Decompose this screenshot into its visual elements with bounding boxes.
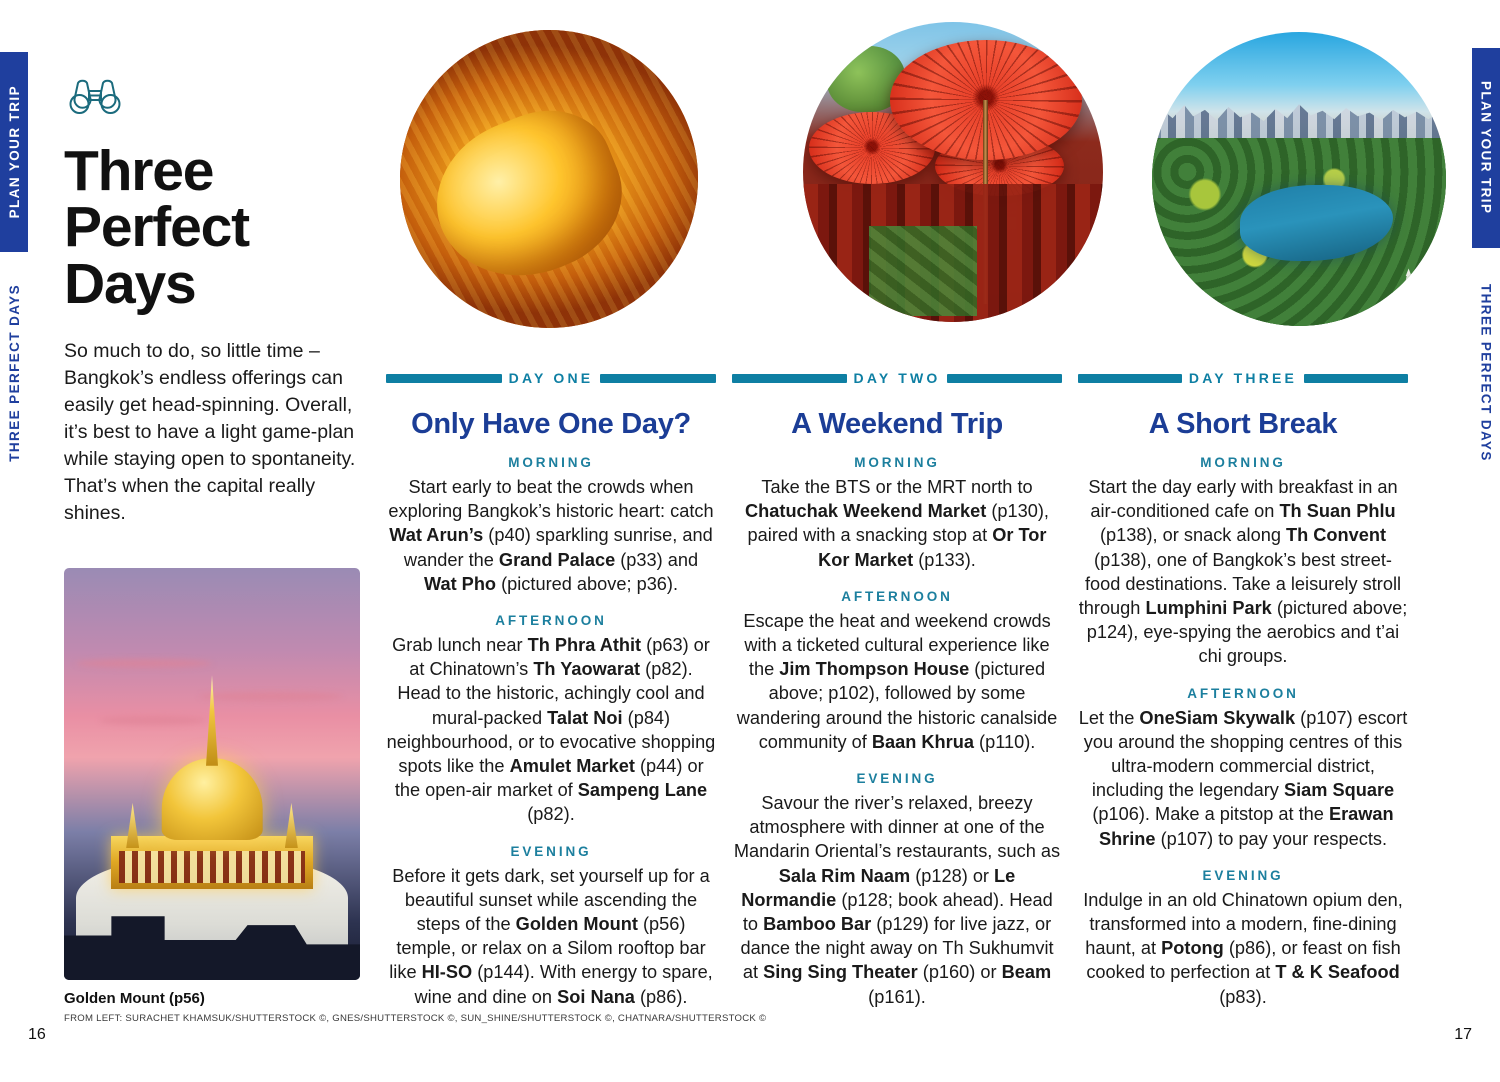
day-column-three: [1078, 370, 1408, 1026]
rule-left: [1078, 374, 1182, 383]
binoculars-icon: [64, 78, 364, 123]
day-three-slot-body-morning: Start the day early with breakfast in an air-conditioned cafe on Th Suan Phlu (p138), or snack along Th Convent (p138), one of Bangkok’s best street-food destinations. Take a leisurely stroll through Lumphini Park (pictured above; p124), eye-spying the aerobics and t’ai chi groups.: [1078, 477, 1408, 667]
circle-photo-wat-pho: [400, 30, 698, 328]
circle-photo-lumphini-park: [1152, 32, 1446, 326]
intro-paragraph: So much to do, so little time – Bangkok’s endless offerings can easily get head-spinning. Overall, it’s best to have a light game-plan while staying open to spontaneity. That’s when the capital really shines.: [64, 340, 356, 524]
rule-right: [1304, 374, 1408, 383]
day-three-slot-label-evening: EVENING: [1202, 867, 1284, 883]
rule-left: [386, 374, 502, 383]
photo-credits: FROM LEFT: SURACHET KHAMSUK/SHUTTERSTOCK ©, GNES/SHUTTERSTOCK ©, SUN_SHINE/SHUTTERSTOCK ©, CHATNARA/SHUTTERSTOCK ©: [64, 1013, 767, 1024]
day-two-slot-label-afternoon: AFTERNOON: [841, 588, 953, 604]
sidebar-chapter-tab-left-label: THREE PERFECT DAYS: [6, 284, 22, 462]
rule-left: [732, 374, 847, 383]
day-two-label: DAY TWO: [853, 370, 941, 386]
day-column-two: [732, 370, 1062, 1026]
rule-right: [600, 374, 716, 383]
day-two-slot-body-morning: Take the BTS or the MRT north to Chatuchak Weekend Market (p130), paired with a snacking stop at Or Tor Kor Market (p133).: [745, 477, 1049, 570]
day-one-slot-label-afternoon: AFTERNOON: [495, 613, 607, 629]
day-two-rule: [732, 370, 1062, 386]
sidebar-section-tab-left-label: PLAN YOUR TRIP: [6, 85, 22, 219]
day-one-slot-label-evening: EVENING: [510, 843, 592, 859]
sidebar-section-tab-right-label: PLAN YOUR TRIP: [1478, 81, 1494, 215]
day-one-slot-body-evening: Before it gets dark, set yourself up for a beautiful sunset while ascending the steps of the Golden Mount (p56) temple, or relax on a Silom rooftop bar like HI-SO (p144). With energy to spare, wine and dine on Soi Nana (p86).: [389, 865, 713, 1007]
day-three-slot-label-morning: MORNING: [1200, 455, 1286, 470]
page-number-left: 16: [28, 1026, 46, 1043]
day-one-label: DAY ONE: [508, 370, 594, 386]
sidebar-chapter-tab-right: [1472, 258, 1500, 488]
circle-photo-row: [386, 8, 1456, 356]
sidebar-chapter-tab-right-label: THREE PERFECT DAYS: [1478, 284, 1494, 462]
day-one-slot-body-morning: Start early to beat the crowds when exploring Bangkok’s historic heart: catch Wat Arun’s (p40) sparkling sunrise, and wander the Grand Palace (p33) and Wat Pho (pictured above; p36).: [388, 477, 714, 594]
itinerary-columns: [386, 370, 1456, 1026]
day-two-heading: A Weekend Trip: [791, 408, 1003, 440]
day-one-slot-body-afternoon: Grab lunch near Th Phra Athit (p63) or at Chinatown’s Th Yaowarat (p82). Head to the historic, achingly cool and mural-packed Talat Noi (p84) neighbourhood, or to evocative shopping spots like the Amulet Market (p44) or the open-air market of Sampeng Lane (p82).: [386, 635, 716, 825]
day-three-label: DAY THREE: [1188, 370, 1298, 386]
day-three-slot-body-afternoon: Let the OneSiam Skywalk (p107) escort you around the shopping centres of this ultra-modern commercial district, including the legendary Siam Square (p106). Make a pitstop at the Erawan Shrine (p107) to pay your respects.: [1078, 707, 1408, 849]
day-two-slot-label-morning: MORNING: [854, 455, 940, 470]
day-two-slot-body-evening: Savour the river’s relaxed, breezy atmosphere with dinner at one of the Mandarin Oriental’s restaurants, such as Sala Rim Naam (p128) or Le Normandie (p128; book ahead). Head to Bamboo Bar (p129) for live jazz, or dance the night away on Th Sukhumvit at Sing Sing Theater (p160) or Beam (p161).: [733, 793, 1061, 1007]
day-one-heading: Only Have One Day?: [411, 408, 691, 440]
day-three-slot-label-afternoon: AFTERNOON: [1187, 685, 1299, 701]
photo-caption: Golden Mount (p56): [64, 990, 205, 1007]
page-number-right: 17: [1454, 1026, 1472, 1043]
day-three-rule: [1078, 370, 1408, 386]
day-one-rule: [386, 370, 716, 386]
day-three-heading: A Short Break: [1148, 408, 1338, 440]
sidebar-section-tab-left: [0, 52, 28, 252]
rule-right: [947, 374, 1062, 383]
day-column-one: [386, 370, 716, 1026]
intro-column: [64, 78, 364, 527]
day-two-slot-label-evening: EVENING: [856, 771, 938, 787]
page-title: Three Perfect Days: [64, 139, 249, 316]
golden-mount-photo: [64, 568, 360, 980]
day-two-slot-body-afternoon: Escape the heat and weekend crowds with a ticketed cultural experience like the Jim Thompson House (pictured above; p102), followed by some wandering around the historic canalside community of Baan Khrua (p110).: [736, 610, 1058, 752]
sidebar-chapter-tab-left: [0, 258, 28, 488]
circle-photo-jim-thompson-house: [803, 22, 1103, 322]
day-three-slot-body-evening: Indulge in an old Chinatown opium den, transformed into a modern, fine-dining haunt, at Potong (p86), or feast on fish cooked to perfection at T & K Seafood (p83).: [1083, 889, 1403, 1007]
day-one-slot-label-morning: MORNING: [508, 455, 594, 470]
sidebar-section-tab-right: [1472, 48, 1500, 248]
